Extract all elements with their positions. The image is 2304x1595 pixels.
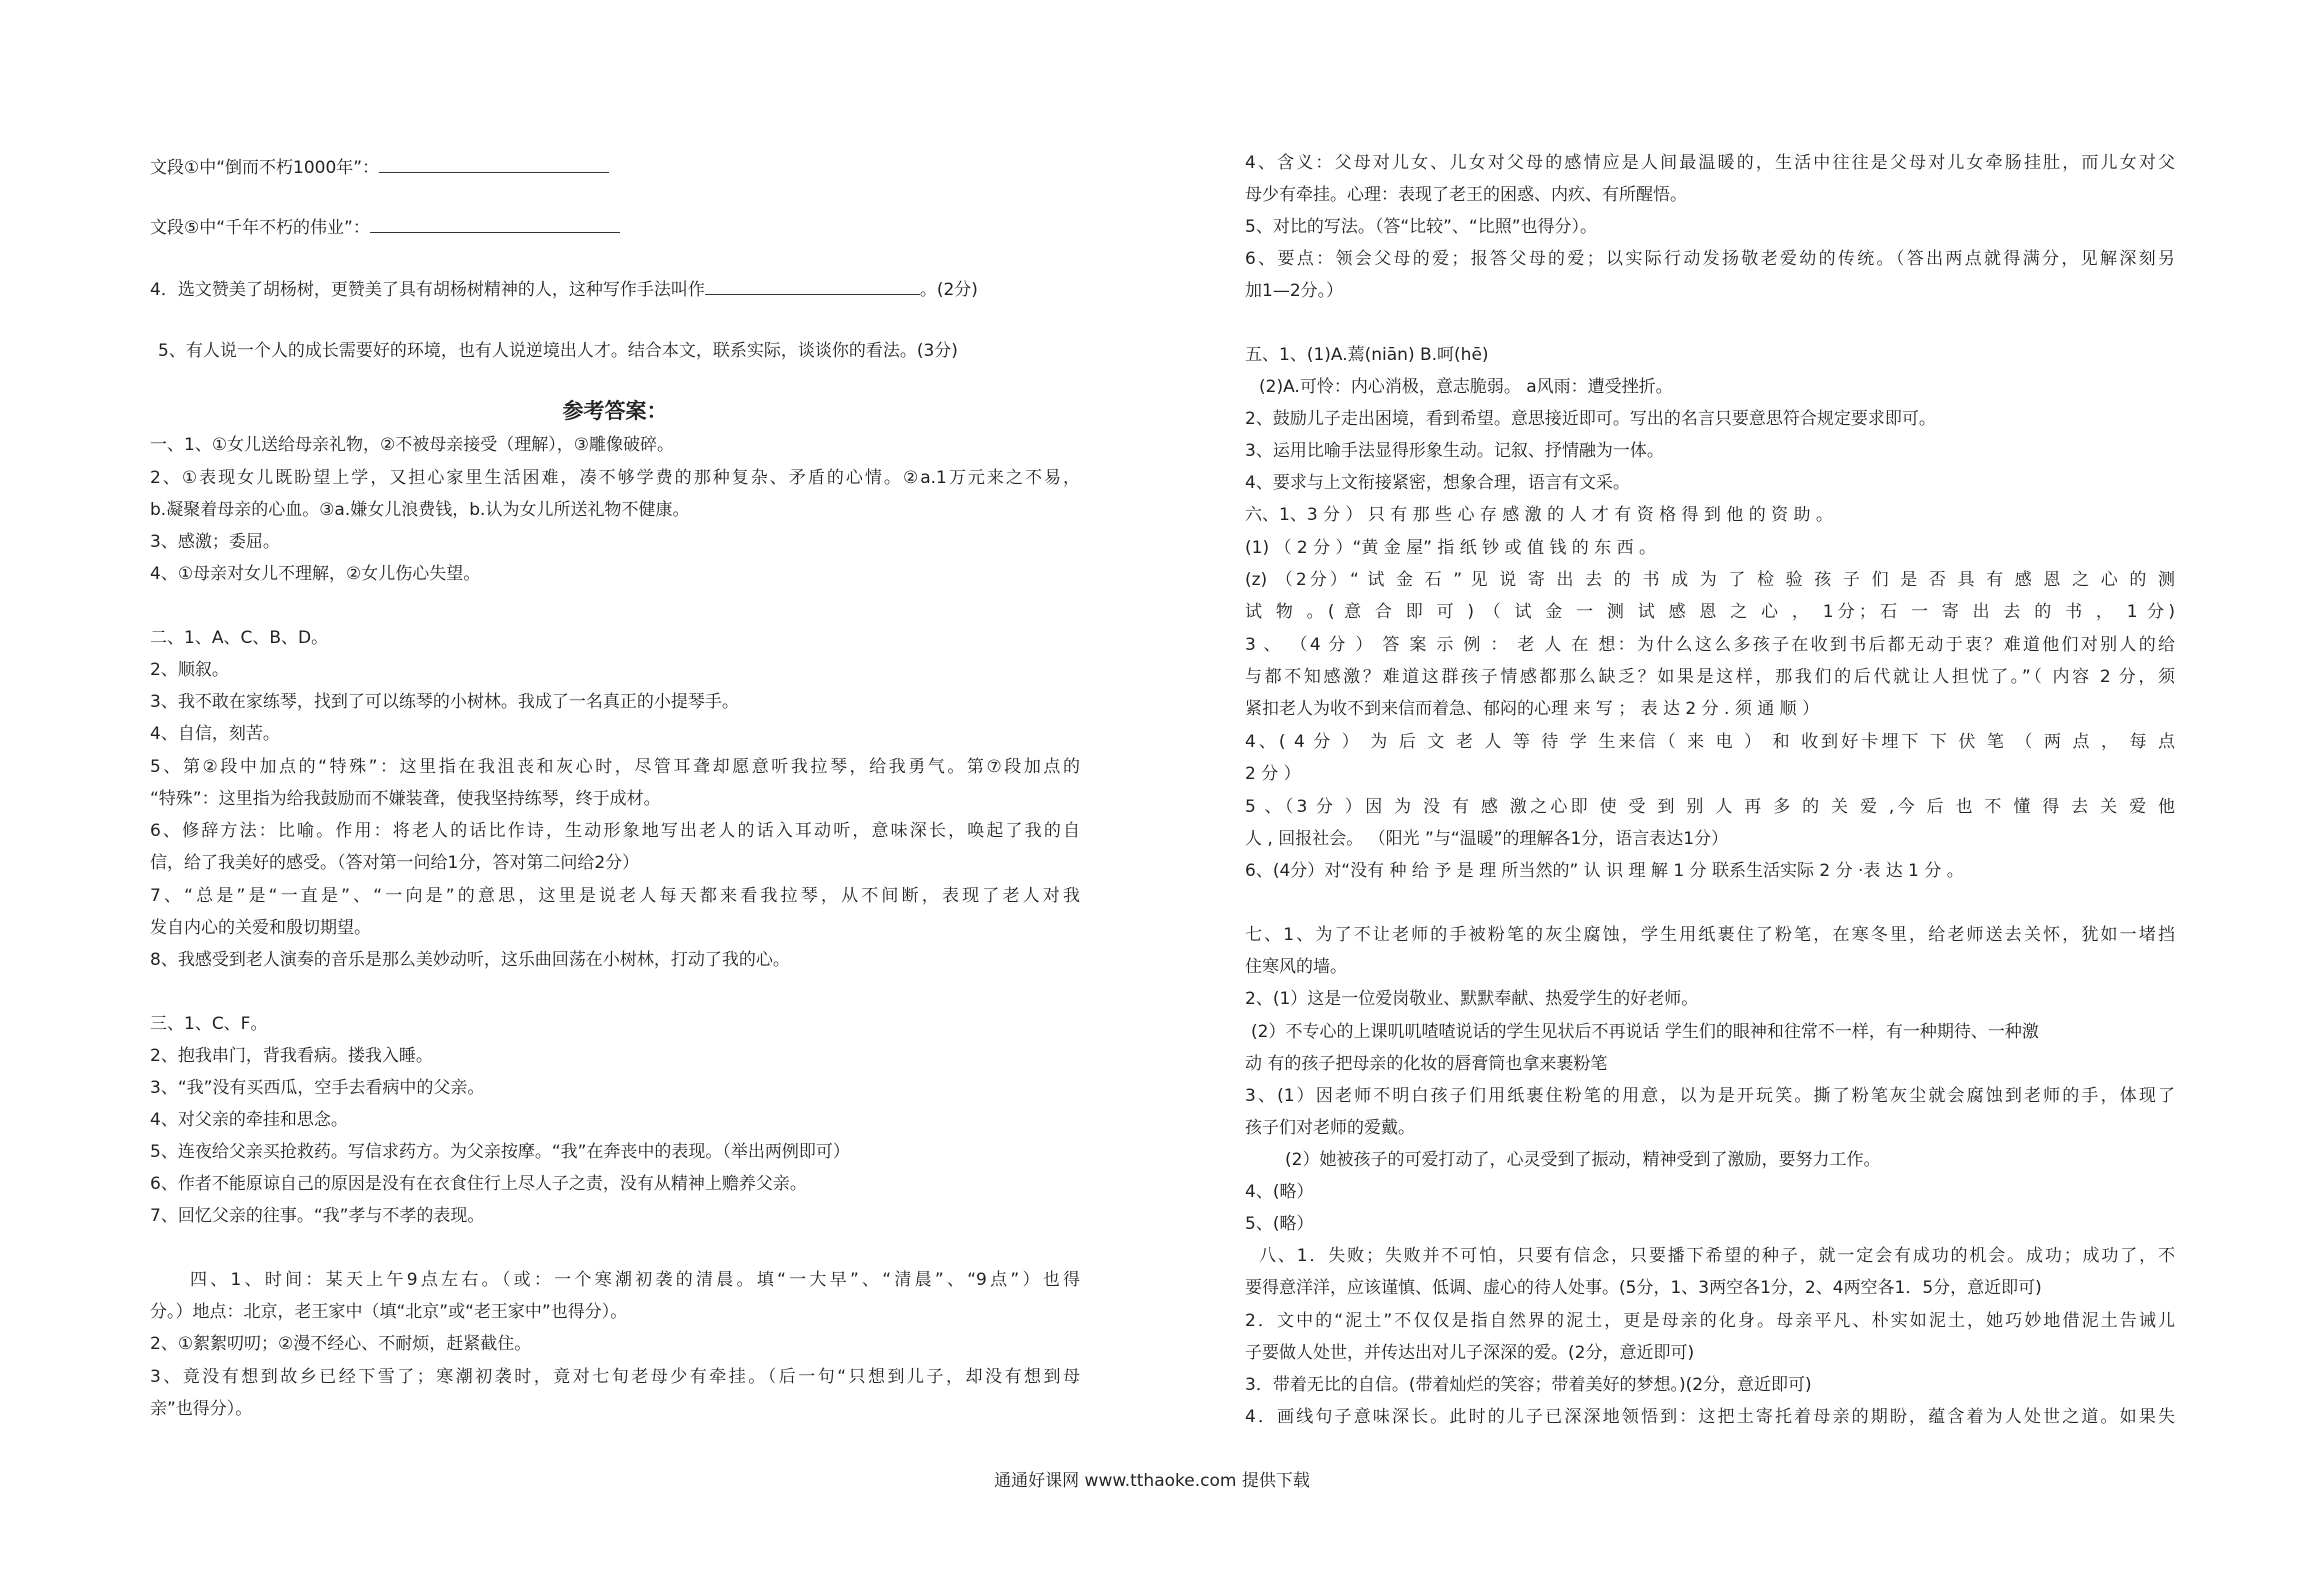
- answer-line: 动 有的孩子把母亲的化妆的唇膏筒也拿来裹粉笔: [1245, 1054, 1608, 1074]
- answer-blank: [705, 278, 920, 295]
- answer-line: 紧扣老人为收不到来信而着急、郁闷的心理 来 写 ； 表 达 2 分 . 须 通 顺 ）: [1245, 699, 1820, 719]
- answer-blank: [379, 156, 609, 173]
- answer-line: b.凝聚着母亲的心血。③a.嫌女儿浪费钱，b.认为女儿所送礼物不健康。: [150, 500, 690, 520]
- question-line: 5、有人说一个人的成长需要好的环境，也有人说逆境出人才。结合本文，联系实际，谈谈你的看法。(3分): [158, 341, 958, 361]
- answer-line: 一、1、①女儿送给母亲礼物，②不被母亲接受（理解），③雕像破碎。: [150, 435, 675, 455]
- answer-line: 2、(1）这是一位爱岗敬业、默默奉献、热爱学生的好老师。: [1245, 989, 1699, 1009]
- answer-line: 3 、 （4 分 ） 答 案 示 例 ： 老 人 在 想：为什么这么多孩子在收到书后都无动于衷？难道他们对别人的给: [1245, 635, 2175, 655]
- question-text: 文段⑤中“千年不朽的伟业”：: [150, 218, 370, 238]
- answer-line: 5 、（3 分 ）因 为 没 有 感 激之心即 使 受 到 别 人 再 多 的 关 爱 ,今 后 也 不 懂 得 去 关 爱 他: [1245, 797, 2175, 817]
- question-score: 。(2分): [919, 280, 978, 300]
- answer-line: 三、1、C、F。: [150, 1014, 268, 1034]
- answer-line: 2．文中的“泥土”不仅仅是指自然界的泥土，更是母亲的化身。母亲平凡、朴实如泥土，她巧妙地借泥土告诫儿: [1245, 1311, 2175, 1331]
- answer-line: (1) （ 2 分 ）“黄 金 屋” 指 纸 钞 或 值 钱 的 东 西 。: [1245, 538, 1656, 558]
- answer-line: 8、我感受到老人演奏的音乐是那么美妙动听，这乐曲回荡在小树林，打动了我的心。: [150, 950, 790, 970]
- answer-line: 八、1．失败；失败并不可怕，只要有信念，只要播下希望的种子，就一定会有成功的机会。成功；成功了，不: [1259, 1246, 2175, 1266]
- answer-line: (2）她被孩子的可爱打动了，心灵受到了振动，精神受到了激励，要努力工作。: [1285, 1150, 1881, 1170]
- question-line: [150, 278, 978, 301]
- answer-line: 3、(1）因老师不明白孩子们用纸裹住粉笔的用意，以为是开玩笑。撕了粉笔灰尘就会腐蚀到老师的手，体现了: [1245, 1086, 2175, 1106]
- answer-line: 信，给了我美好的感受。（答对第一问给1分，答对第二问给2分）: [150, 853, 640, 873]
- answer-line: 5、连夜给父亲买抢救药。写信求药方。为父亲按摩。“我”在奔丧中的表现。（举出两例即可）: [150, 1142, 850, 1162]
- answer-line: 5、对比的写法。（答“比较”、“比照”也得分）。: [1245, 217, 1598, 237]
- answer-line: 4、对父亲的牵挂和思念。: [150, 1110, 348, 1130]
- answer-line: 6、修辞方法：比喻。作用：将老人的话比作诗，生动形象地写出老人的话入耳动听，意味深长，唤起了我的自: [150, 821, 1080, 841]
- answer-line: 4．画线句子意味深长。此时的儿子已深深地领悟到：这把土寄托着母亲的期盼，蕴含着为人处世之道。如果失: [1245, 1407, 2175, 1427]
- answer-line: 3、感激；委屈。: [150, 532, 280, 552]
- answer-line: 四、1、时间：某天上午9点左右。（或：一个寒潮初袭的清晨。填“一大早”、“清晨”、“9点”）也得: [190, 1270, 1080, 1290]
- answer-line: 3、竟没有想到故乡已经下雪了；寒潮初袭时，竟对七旬老母少有牵挂。（后一句“只想到儿子，却没有想到母: [150, 1367, 1080, 1387]
- answer-line: 6、要点：领会父母的爱；报答父母的爱；以实际行动发扬敬老爱幼的传统。（答出两点就得满分，见解深刻另: [1245, 249, 2175, 269]
- question-line: [150, 156, 609, 179]
- answer-line: 加1—2分。）: [1245, 281, 1344, 301]
- answer-line: 5、(略）: [1245, 1214, 1314, 1234]
- answer-line: 2、①絮絮叨叨；②漫不经心、不耐烦，赶紧截住。: [150, 1334, 532, 1354]
- answer-line: 6、作者不能原谅自己的原因是没有在衣食住行上尽人子之责，没有从精神上赡养父亲。: [150, 1174, 807, 1194]
- answer-line: 3、“我”没有买西瓜，空手去看病中的父亲。: [150, 1078, 485, 1098]
- answer-line: 2、①表现女儿既盼望上学，又担心家里生活困难，凑不够学费的那种复杂、矛盾的心情。②a.1万元来之不易，: [150, 468, 1080, 488]
- answer-line: 4、自信，刻苦。: [150, 724, 280, 744]
- question-text: 4．选文赞美了胡杨树，更赞美了具有胡杨树精神的人，这种写作手法叫作: [150, 280, 705, 300]
- answer-line: 发自内心的关爱和殷切期望。: [150, 918, 371, 938]
- answer-line: 分。）地点：北京，老王家中（填“北京”或“老王家中”也得分）。: [150, 1302, 628, 1322]
- answer-line: 3．带着无比的自信。(带着灿烂的笑容；带着美好的梦想。)(2分，意近即可): [1245, 1375, 1812, 1395]
- answer-line: 4、( 4 分 ） 为 后 文 老 人 等 待 学 生来信（ 来 电 ） 和 收到好卡埋下 下 伏 笔 （ 两 点 ， 每 点: [1245, 732, 2175, 752]
- page-footer: 通通好课网 www.tthaoke.com 提供下载: [994, 1471, 1310, 1491]
- answer-line: 六、1、3 分 ） 只 有 那 些 心 存 感 激 的 人 才 有 资 格 得 到 他 的 资 助 。: [1245, 505, 1833, 525]
- answer-line: 6、(4分）对“没有 种 给 予 是 理 所当然的” 认 识 理 解 1 分 联系生活实际 2 分 ·表 达 1 分 。: [1245, 861, 1964, 881]
- answer-line: 亲”也得分）。: [150, 1399, 253, 1419]
- answer-line: 5、第②段中加点的“特殊”：这里指在我沮丧和灰心时，尽管耳聋却愿意听我拉琴，给我勇气。第⑦段加点的: [150, 757, 1080, 777]
- answer-line: 7、“总是”是“一直是”、“一向是”的意思，这里是说老人每天都来看我拉琴，从不间断，表现了老人对我: [150, 886, 1080, 906]
- answer-line: 试 物 。( 意 合 即 可 ) （ 试 金 一 测 试 感 恩 之 心 ， 1分；石 一 寄 出 去 的 书 ， 1 分): [1245, 602, 2175, 622]
- answer-line: (2)A.可怜：内心消极，意志脆弱。 a风雨：遭受挫折。: [1259, 377, 1673, 397]
- answer-line: 4、含义：父母对儿女、儿女对父母的感情应是人间最温暖的，生活中往往是父母对儿女牵肠挂肚，而儿女对父: [1245, 153, 2175, 173]
- answer-line: (z) （2分）“ 试 金 石 ” 见 说 寄 出 去 的 书 成 为 了 检 验 孩 子 们 是 否 具 有 感 恩 之 心 的 测: [1245, 570, 2175, 590]
- answer-line: 二、1、A、C、B、D。: [150, 628, 329, 648]
- answer-line: 人 , 回报社会。 （阳光 ”与“温暖”的理解各1分，语言表达1分）: [1245, 829, 1729, 849]
- answer-line: 3、运用比喻手法显得形象生动。记叙、抒情融为一体。: [1245, 441, 1664, 461]
- answer-line: 2、抱我串门，背我看病。搂我入睡。: [150, 1046, 433, 1066]
- answer-line: 子要做人处世，并传达出对儿子深深的爱。(2分，意近即可): [1245, 1343, 1695, 1363]
- answer-line: “特殊”：这里指为给我鼓励而不嫌装聋，使我坚持练琴，终于成材。: [150, 789, 661, 809]
- answer-blank: [370, 216, 620, 233]
- answer-line: 7、回忆父亲的往事。“我”孝与不孝的表现。: [150, 1206, 485, 1226]
- answer-line: 2 分 ）: [1245, 764, 1301, 784]
- question-line: [150, 216, 620, 239]
- answer-line: 要得意洋洋，应该谨慎、低调、虚心的待人处事。(5分，1、3两空各1分，2、4两空各1．5分，意近即可): [1245, 1278, 2042, 1298]
- answer-line: 母少有牵挂。心理：表现了老王的困惑、内疚、有所醒悟。: [1245, 185, 1687, 205]
- answer-line: 2、顺叙。: [150, 660, 229, 680]
- answer-line: 4、要求与上文衔接紧密，想象合理，语言有文采。: [1245, 473, 1630, 493]
- answer-line: (2）不专心的上课叽叽喳喳说话的学生见状后不再说话 学生们的眼神和往常不一样，有一种期待、一种激: [1251, 1022, 2039, 1042]
- answer-line: 与都不知感激？难道这群孩子情感都那么缺乏？如果是这样，那我们的后代就让人担忧了。”（ 内容 2 分，须: [1245, 667, 2175, 687]
- answers-heading: 参考答案：: [562, 399, 668, 423]
- answer-line: 3、我不敢在家练琴，找到了可以练琴的小树林。我成了一名真正的小提琴手。: [150, 692, 739, 712]
- answer-line: 七、1、为了不让老师的手被粉笔的灰尘腐蚀，学生用纸裹住了粉笔，在寒冬里，给老师送去关怀，犹如一堵挡: [1245, 925, 2175, 945]
- answer-line: 4、①母亲对女儿不理解，②女儿伤心失望。: [150, 564, 481, 584]
- question-text: 文段①中“倒而不朽1000年”：: [150, 158, 380, 178]
- answer-line: 4、(略）: [1245, 1182, 1314, 1202]
- answer-line: 五、1、(1)A.蔫(niān) B.呵(hē): [1245, 345, 1489, 365]
- answer-line: 2、鼓励儿子走出困境，看到希望。意思接近即可。写出的名言只要意思符合规定要求即可。: [1245, 409, 1936, 429]
- answer-line: 孩子们对老师的爱戴。: [1245, 1118, 1415, 1138]
- answer-line: 住寒风的墙。: [1245, 957, 1347, 977]
